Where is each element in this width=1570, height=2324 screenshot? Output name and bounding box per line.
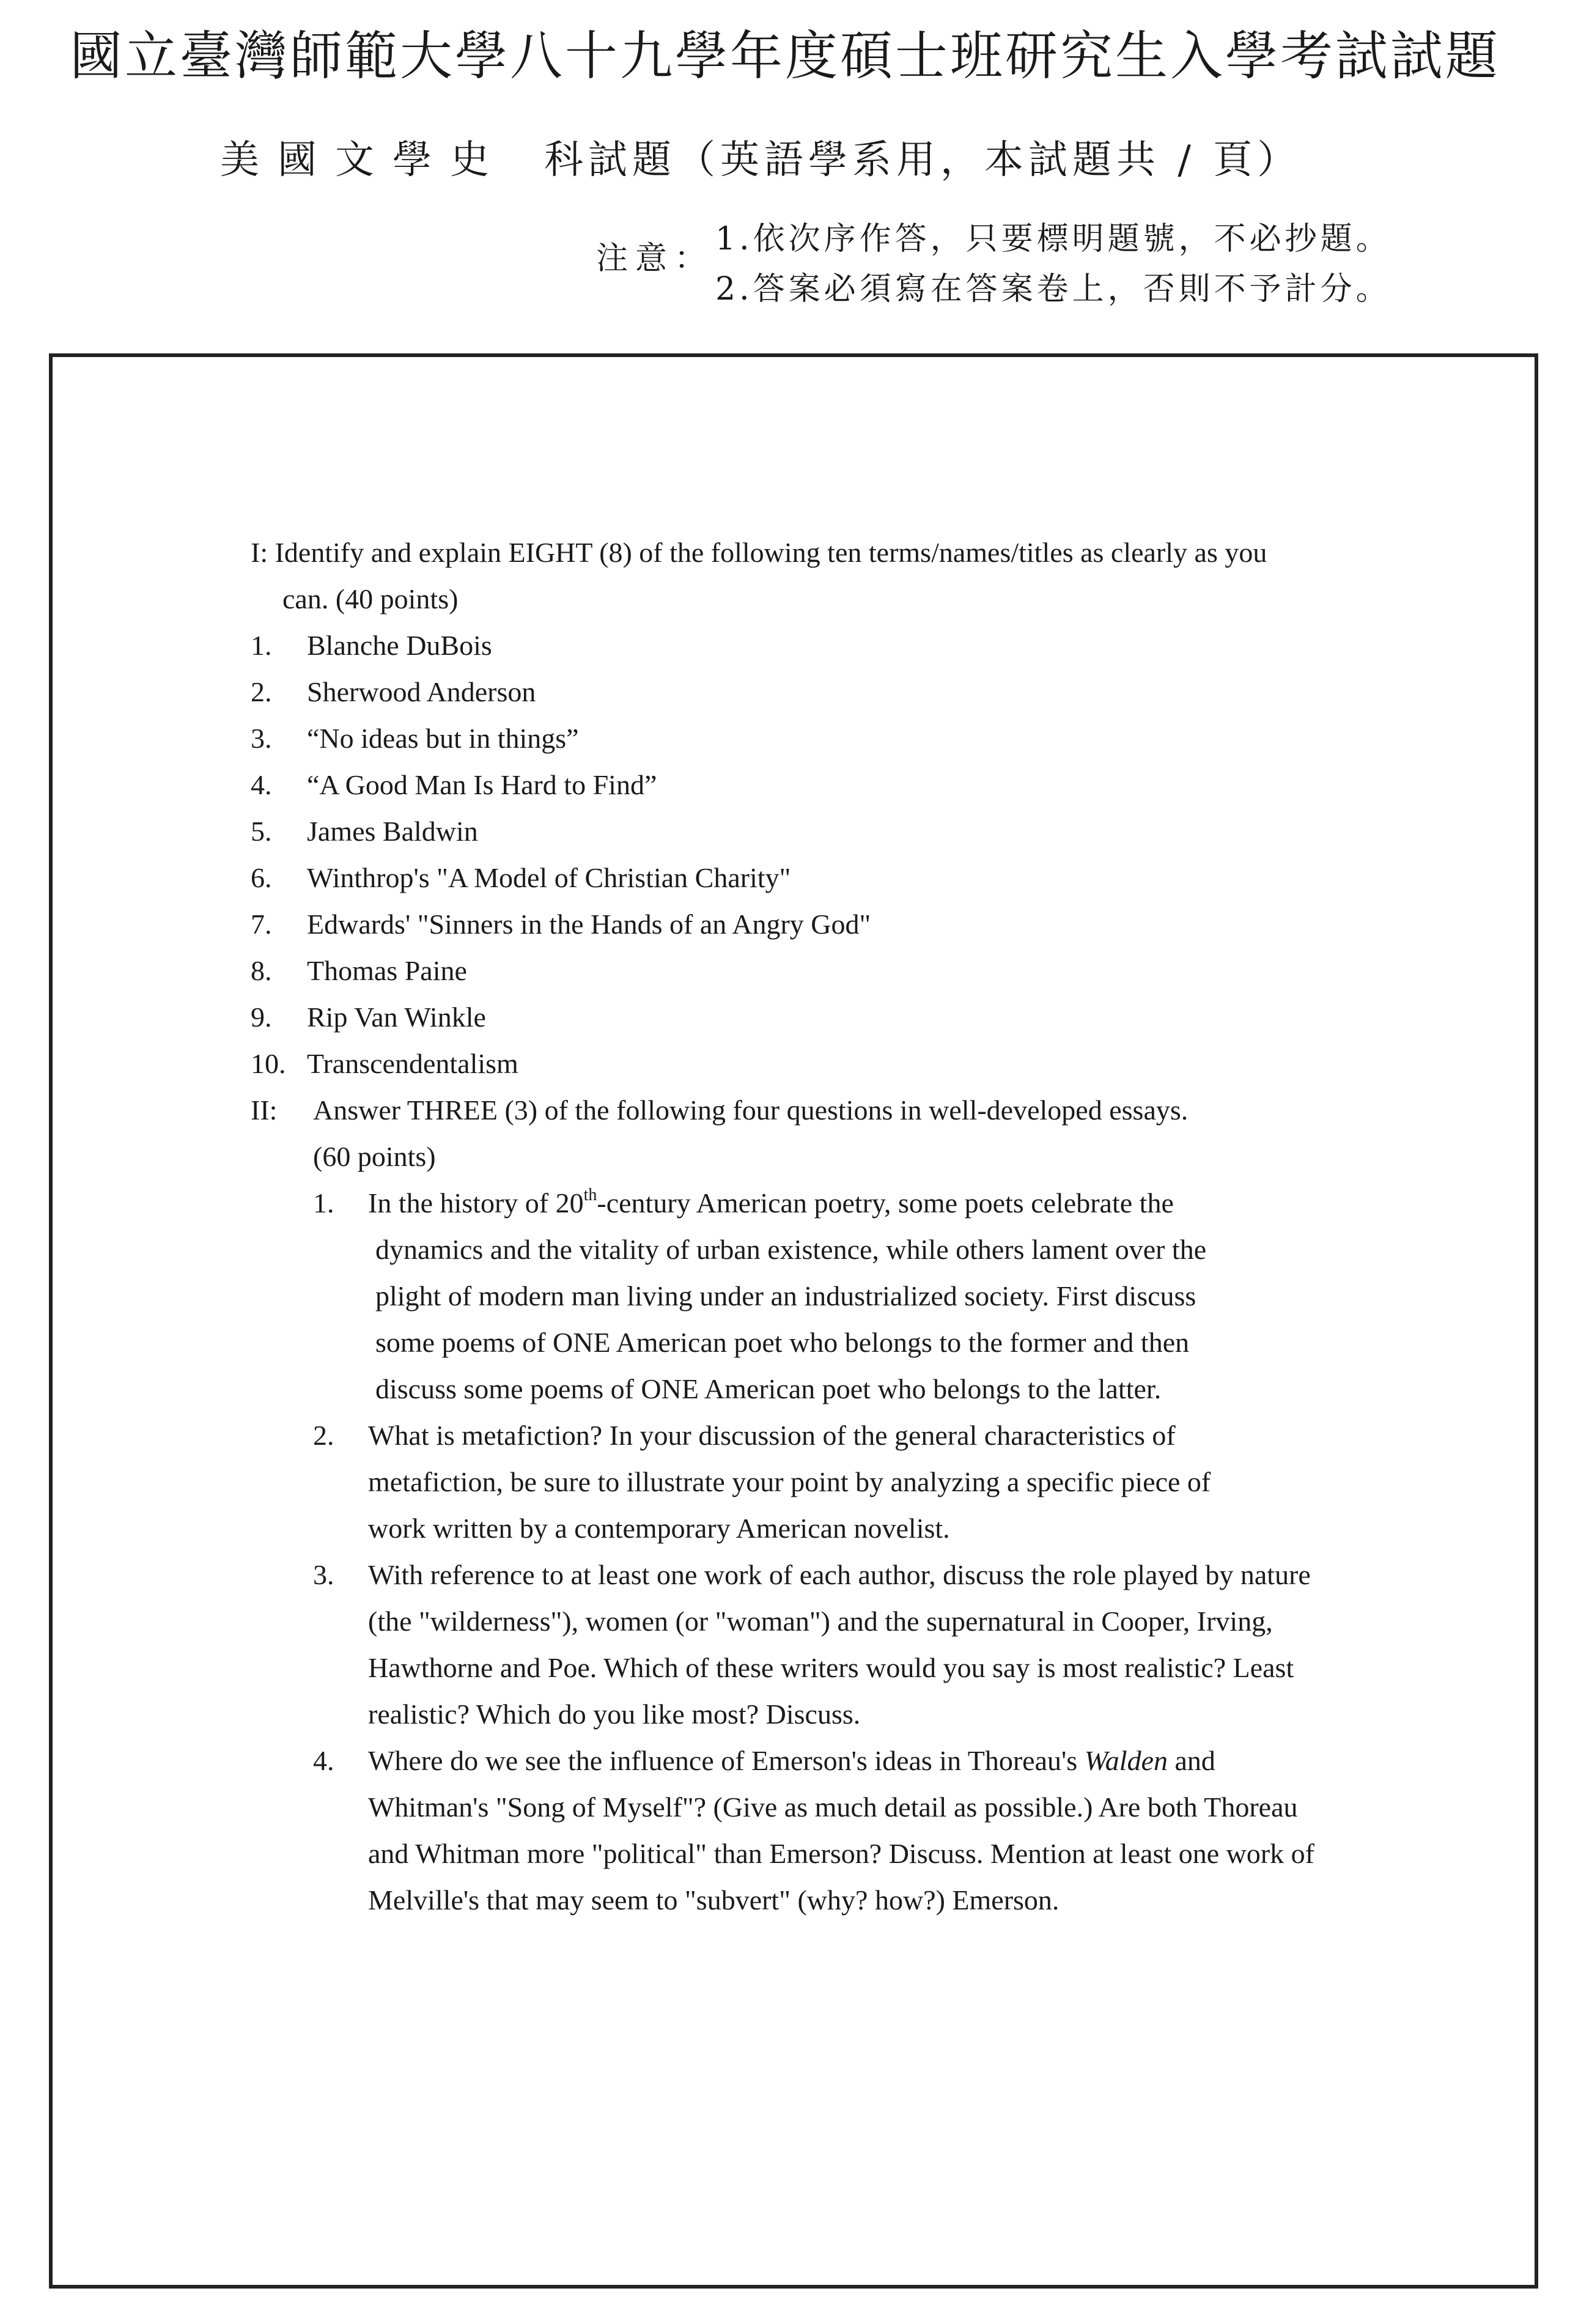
list-item: Thomas Paine xyxy=(307,955,467,986)
item-number: 4. xyxy=(251,769,272,800)
question-line: Melville's that may seem to "subvert" (why? how?) Emerson. xyxy=(368,1884,1060,1916)
question-text: Where do we see the influence of Emerson's ideas in Thoreau's xyxy=(368,1745,1085,1776)
question-line: plight of modern man living under an industrialized society. First discuss xyxy=(375,1280,1196,1311)
question-line: and Whitman more "political" than Emerson? Discuss. Mention at least one work of xyxy=(368,1838,1314,1869)
subtitle-info: 科試題（英語學系用，本試題共 / 頁） xyxy=(544,138,1302,183)
question-number: 4. xyxy=(313,1745,334,1776)
subject-name: 美國文學史 xyxy=(220,138,507,183)
item-number: 1. xyxy=(251,630,272,661)
part2-label: II: xyxy=(251,1094,278,1126)
part2-instruction-cont: (60 points) xyxy=(313,1141,436,1172)
notice-label: 注意： xyxy=(596,240,714,277)
notice-item: 1.依次序作答，只要標明題號，不必抄題。 xyxy=(715,221,1391,257)
list-item: Transcendentalism xyxy=(307,1048,518,1079)
question-line: metafiction, be sure to illustrate your point by analyzing a specific piece of xyxy=(368,1466,1211,1497)
question-line xyxy=(368,1185,1174,1222)
question-number: 3. xyxy=(313,1559,334,1590)
notice-item: 2.答案必須寫在答案卷上，否則不予計分。 xyxy=(715,271,1391,308)
question-line: work written by a contemporary American novelist. xyxy=(368,1513,950,1544)
list-item: “A Good Man Is Hard to Find” xyxy=(307,769,657,800)
item-number: 6. xyxy=(251,862,272,893)
exam-subtitle xyxy=(220,128,1301,185)
question-line: What is metafiction? In your discussion of the general characteristics of xyxy=(368,1420,1176,1451)
question-line xyxy=(368,1743,1215,1779)
question-number: 2. xyxy=(313,1420,334,1451)
question-line: some poems of ONE American poet who belongs to the former and then xyxy=(375,1327,1190,1358)
part1-instruction: I: Identify and explain EIGHT (8) of the following ten terms/names/titles as clearly as you xyxy=(251,537,1267,568)
question-text: -century American poetry, some poets celebrate the xyxy=(597,1187,1174,1219)
item-number: 9. xyxy=(251,1002,272,1033)
question-text: In the history of 20 xyxy=(368,1187,584,1219)
question-line: Hawthorne and Poe. Which of these writers would you say is most realistic? Least xyxy=(368,1652,1294,1683)
item-number: 7. xyxy=(251,909,272,940)
book-title: Walden xyxy=(1084,1745,1168,1776)
question-line: Whitman's "Song of Myself"? (Give as much detail as possible.) Are both Thoreau xyxy=(368,1791,1298,1823)
list-item: “No ideas but in things” xyxy=(307,723,579,754)
list-item: Rip Van Winkle xyxy=(307,1002,486,1033)
part2-instruction: Answer THREE (3) of the following four questions in well-developed essays. xyxy=(313,1094,1189,1126)
part1-instruction-cont: can. (40 points) xyxy=(282,583,459,614)
item-number: 10. xyxy=(251,1048,286,1079)
question-line: (the "wilderness"), women (or "woman") and the supernatural in Cooper, Irving, xyxy=(368,1606,1273,1637)
list-item: James Baldwin xyxy=(307,816,478,847)
question-line: With reference to at least one work of each author, discuss the role played by nature xyxy=(368,1559,1311,1590)
question-frame xyxy=(49,353,1538,2289)
list-item: Sherwood Anderson xyxy=(307,676,536,707)
list-item: Edwards' "Sinners in the Hands of an Angry God" xyxy=(307,909,871,940)
item-number: 5. xyxy=(251,816,272,847)
list-item: Winthrop's "A Model of Christian Charity" xyxy=(307,862,791,893)
item-number: 8. xyxy=(251,955,272,986)
exam-title: 國立臺灣師範大學八十九學年度碩士班研究生入學考試試題 xyxy=(70,26,1500,87)
question-number: 1. xyxy=(313,1187,334,1219)
notice-list xyxy=(715,214,1391,314)
question-text: and xyxy=(1168,1745,1215,1776)
item-number: 2. xyxy=(251,676,272,707)
question-line: dynamics and the vitality of urban existence, while others lament over the xyxy=(375,1234,1207,1265)
superscript: th xyxy=(583,1186,597,1204)
list-item: Blanche DuBois xyxy=(307,630,492,661)
question-line: realistic? Which do you like most? Discuss. xyxy=(368,1699,861,1730)
item-number: 3. xyxy=(251,723,272,754)
question-line: discuss some poems of ONE American poet who belongs to the latter. xyxy=(375,1373,1162,1404)
